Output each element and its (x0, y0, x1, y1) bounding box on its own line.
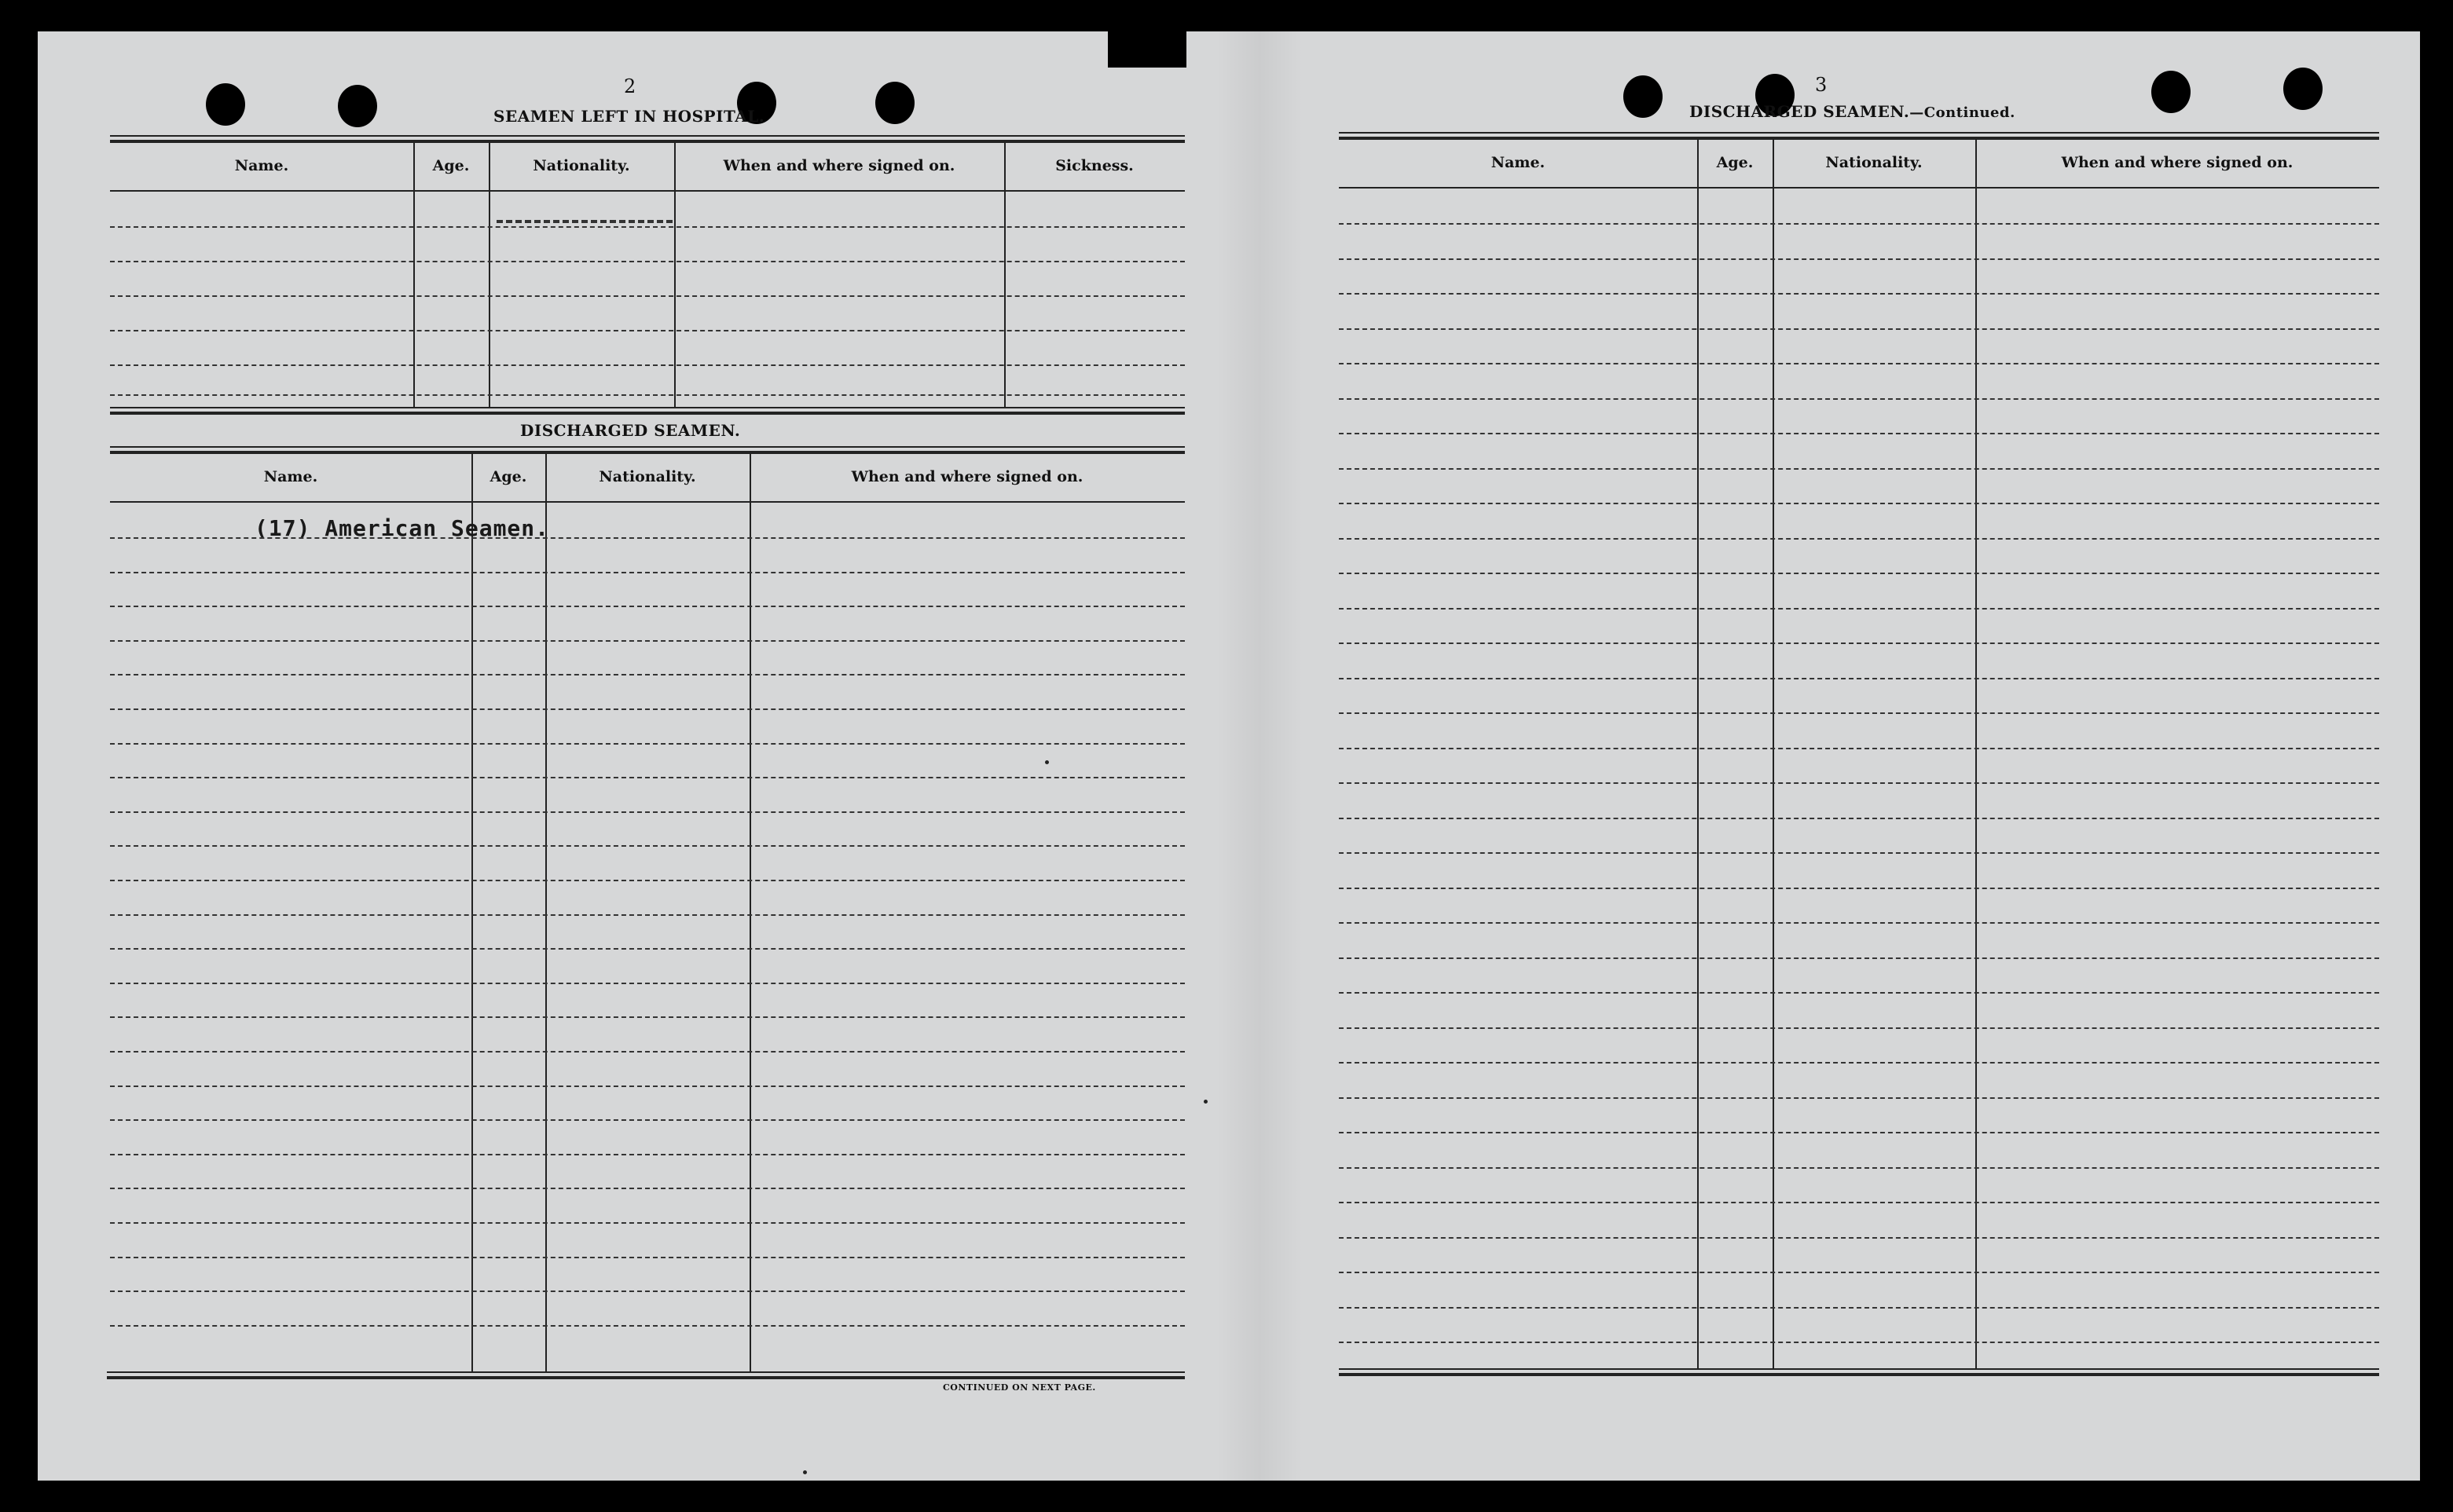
entry-line (1339, 503, 2379, 504)
entry-line (1339, 433, 2379, 434)
right-page (1279, 31, 2420, 1481)
entry-line (110, 295, 1185, 297)
entry-line (110, 1051, 1185, 1053)
entry-line (1339, 608, 2379, 610)
table-rule (110, 446, 1185, 448)
entry-line (110, 811, 1185, 813)
column-header-signed-on: When and where signed on. (851, 468, 1084, 485)
entry-line (1339, 1272, 2379, 1273)
column-header-nationality: Nationality. (533, 157, 630, 174)
entry-line (110, 537, 1185, 539)
entry-line (1339, 573, 2379, 574)
table-column-rule (750, 454, 751, 1373)
entry-line (110, 572, 1185, 573)
table-column-rule (545, 454, 547, 1373)
table-rule (107, 1371, 1185, 1373)
table-rule (1339, 1373, 2379, 1376)
discharged-continued-title (1689, 102, 2015, 121)
entry-line (1339, 328, 2379, 330)
entry-line (110, 261, 1185, 262)
entry-line (110, 845, 1185, 847)
entry-line (110, 983, 1185, 984)
entry-line (110, 948, 1185, 950)
column-header-age: Age. (1716, 154, 1754, 171)
table-rule (110, 451, 1185, 454)
entry-line (110, 880, 1185, 881)
entry-line (110, 708, 1185, 710)
table-rule (1339, 132, 2379, 134)
entry-line (110, 1291, 1185, 1292)
entry-line (110, 674, 1185, 675)
entry-line (1339, 678, 2379, 679)
entry-line (1339, 1307, 2379, 1309)
entry-line (110, 777, 1185, 778)
entry-line (110, 394, 1185, 396)
entry-line (1339, 1202, 2379, 1203)
entry-line (110, 1325, 1185, 1327)
entry-line (110, 606, 1185, 607)
table-column-rule (489, 143, 490, 408)
entry-line (110, 1119, 1185, 1121)
table-rule (1339, 1368, 2379, 1370)
table-column-rule (1004, 143, 1006, 408)
column-header-name: Name. (263, 468, 318, 485)
entry-line (1339, 992, 2379, 994)
entry-line (110, 330, 1185, 331)
page-number: 3 (1815, 74, 1828, 96)
entry-line (110, 1188, 1185, 1189)
entry-line (1339, 1027, 2379, 1029)
entry-line (1339, 818, 2379, 819)
section-title-suffix: —Continued. (1909, 104, 2015, 121)
column-header-name: Name. (1490, 154, 1546, 171)
column-header-age: Age. (490, 468, 527, 485)
page-number: 2 (624, 75, 636, 97)
entry-line (110, 1154, 1185, 1155)
hospital-section-title: SEAMEN LEFT IN HOSPITAL. (493, 107, 765, 126)
entry-line (1339, 398, 2379, 400)
typed-dash-mark (497, 220, 673, 223)
table-rule (110, 412, 1185, 415)
entry-line (1339, 468, 2379, 470)
entry-line (1339, 1342, 2379, 1343)
entry-line (1339, 258, 2379, 260)
entry-line (1339, 957, 2379, 959)
entry-line (110, 743, 1185, 745)
entry-line (110, 364, 1185, 366)
entry-line (1339, 538, 2379, 540)
typed-entry: (17) American Seamen. (255, 515, 550, 541)
entry-line (110, 640, 1185, 642)
table-column-rule (674, 143, 676, 408)
entry-line (1339, 852, 2379, 854)
column-header-nationality: Nationality. (1825, 154, 1923, 171)
table-rule (1339, 187, 2379, 189)
entry-line (1339, 1062, 2379, 1064)
continued-note: CONTINUED ON NEXT PAGE. (943, 1382, 1096, 1393)
table-column-rule (1975, 140, 1977, 1370)
section-title-text: DISCHARGED SEAMEN. (1689, 102, 1910, 121)
table-rule (1339, 137, 2379, 140)
table-rule (110, 135, 1185, 137)
table-rule (110, 190, 1185, 192)
discharged-section-title: DISCHARGED SEAMEN. (520, 421, 741, 440)
entry-line (1339, 888, 2379, 889)
entry-line (1339, 1097, 2379, 1099)
entry-line (1339, 1167, 2379, 1169)
table-rule (110, 501, 1185, 503)
table-rule (110, 140, 1185, 143)
table-column-rule (471, 454, 473, 1373)
entry-line (1339, 643, 2379, 644)
entry-line (1339, 293, 2379, 295)
table-column-rule (413, 143, 415, 408)
entry-line (1339, 223, 2379, 225)
column-header-sickness: Sickness. (1055, 157, 1134, 174)
document-sheet (38, 31, 2420, 1481)
column-header-signed-on: When and where signed on. (2061, 154, 2294, 171)
table-rule (110, 407, 1185, 408)
entry-line (110, 1016, 1185, 1018)
entry-line (1339, 922, 2379, 924)
table-column-rule (1773, 140, 1774, 1370)
entry-line (1339, 1132, 2379, 1133)
entry-line (110, 1222, 1185, 1224)
entry-line (1339, 363, 2379, 364)
table-rule (107, 1376, 1185, 1379)
entry-line (1339, 1237, 2379, 1239)
entry-line (110, 1257, 1185, 1258)
column-header-age: Age. (432, 157, 470, 174)
column-header-signed-on: When and where signed on. (723, 157, 955, 174)
entry-line (1339, 782, 2379, 784)
column-header-name: Name. (234, 157, 289, 174)
entry-line (110, 914, 1185, 916)
entry-line (110, 226, 1185, 228)
column-header-nationality: Nationality. (599, 468, 696, 485)
left-page (38, 31, 1232, 1481)
entry-line (1339, 748, 2379, 749)
table-column-rule (1697, 140, 1699, 1370)
entry-line (1339, 712, 2379, 714)
entry-line (110, 1085, 1185, 1087)
